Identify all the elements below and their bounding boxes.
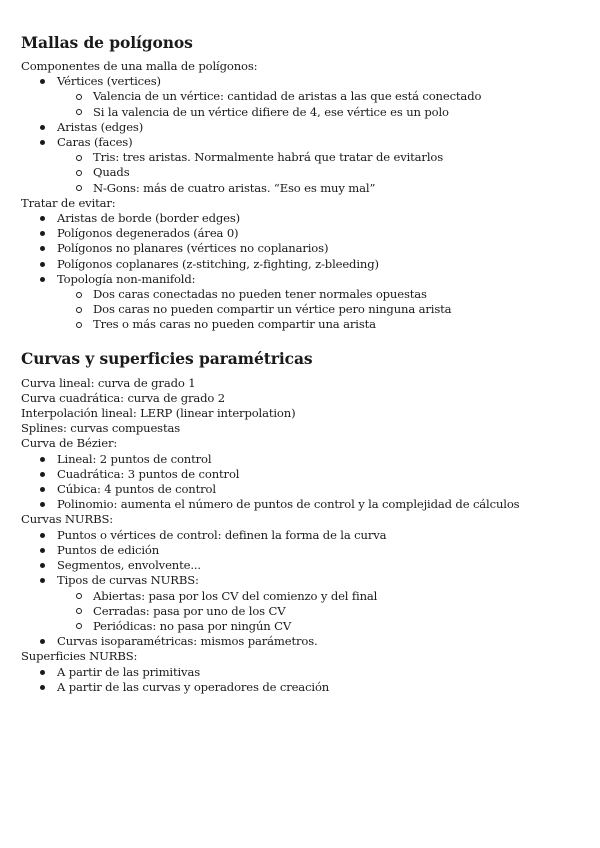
section-title: Curvas y superficies paramétricas: [21, 348, 313, 368]
text-line: Splines: curvas compuestas: [21, 421, 181, 436]
section-curvas: [21, 349, 581, 695]
bullet-item: Curvas isoparamétricas: mismos parámetros.: [21, 634, 581, 649]
bullet-item: Cúbica: 4 puntos de control: [21, 482, 581, 497]
bullet-item: Aristas (edges): [21, 120, 581, 135]
sub-bullet-item: Si la valencia de un vértice difiere de 4, ese vértice es un polo: [21, 105, 581, 120]
sub-bullet-item: Periódicas: no pasa por ningún CV: [21, 619, 581, 634]
section-body: [21, 59, 581, 333]
bullet-item: Segmentos, envolvente...: [21, 558, 581, 573]
bullet-item: Polígonos degenerados (área 0): [21, 226, 581, 241]
sub-bullet-item: Cerradas: pasa por uno de los CV: [21, 604, 581, 619]
text-line: Superficies NURBS:: [21, 649, 138, 664]
text-line: Curva lineal: curva de grado 1: [21, 375, 196, 390]
section-body: [21, 376, 581, 695]
text-line: Curva cuadrática: curva de grado 2: [21, 390, 225, 405]
sub-bullet-item: Tris: tres aristas. Normalmente habrá que tratar de evitarlos: [21, 150, 581, 165]
bullet-item: Aristas de borde (border edges): [21, 211, 581, 226]
bullet-item: Puntos o vértices de control: definen la forma de la curva: [21, 528, 581, 543]
bullet-item: Tipos de curvas NURBS:: [21, 573, 581, 588]
bullet-item: Polígonos no planares (vértices no coplanarios): [21, 241, 581, 256]
text-line: Curvas NURBS:: [21, 512, 114, 527]
sub-bullet-item: Dos caras conectadas no pueden tener normales opuestas: [21, 287, 581, 302]
bullet-item: A partir de las primitivas: [21, 665, 581, 680]
bullet-item: Topología non-manifold:: [21, 272, 581, 287]
bullet-item: Caras (faces): [21, 135, 581, 150]
sub-bullet-item: N-Gons: más de cuatro aristas. “Eso es muy mal”: [21, 181, 581, 196]
sub-bullet-item: Abiertas: pasa por los CV del comienzo y del final: [21, 589, 581, 604]
bullet-item: Polígonos coplanares (z-stitching, z-fighting, z-bleeding): [21, 257, 581, 272]
section-title: Mallas de polígonos: [21, 33, 193, 52]
bullet-item: Polinomio: aumenta el número de puntos de control y la complejidad de cálculos: [21, 497, 581, 512]
bullet-item: Lineal: 2 puntos de control: [21, 452, 581, 467]
bullet-item: Vértices (vertices): [21, 74, 581, 89]
sub-bullet-item: Valencia de un vértice: cantidad de aristas a las que está conectado: [21, 89, 581, 104]
bullet-item: Puntos de edición: [21, 543, 581, 558]
section-mallas: [21, 33, 581, 333]
bullet-item: Cuadrática: 3 puntos de control: [21, 467, 581, 482]
text-line: Componentes de una malla de polígonos:: [21, 59, 258, 73]
document-page: [21, 33, 581, 695]
bullet-item: A partir de las curvas y operadores de creación: [21, 680, 581, 695]
text-line: Curva de Bézier:: [21, 436, 118, 451]
sub-bullet-item: Dos caras no pueden compartir un vértice pero ninguna arista: [21, 302, 581, 317]
sub-bullet-item: Tres o más caras no pueden compartir una arista: [21, 317, 581, 332]
text-line: Interpolación lineal: LERP (linear interpolation): [21, 406, 296, 421]
text-line: Tratar de evitar:: [21, 195, 116, 210]
sub-bullet-item: Quads: [21, 165, 581, 180]
